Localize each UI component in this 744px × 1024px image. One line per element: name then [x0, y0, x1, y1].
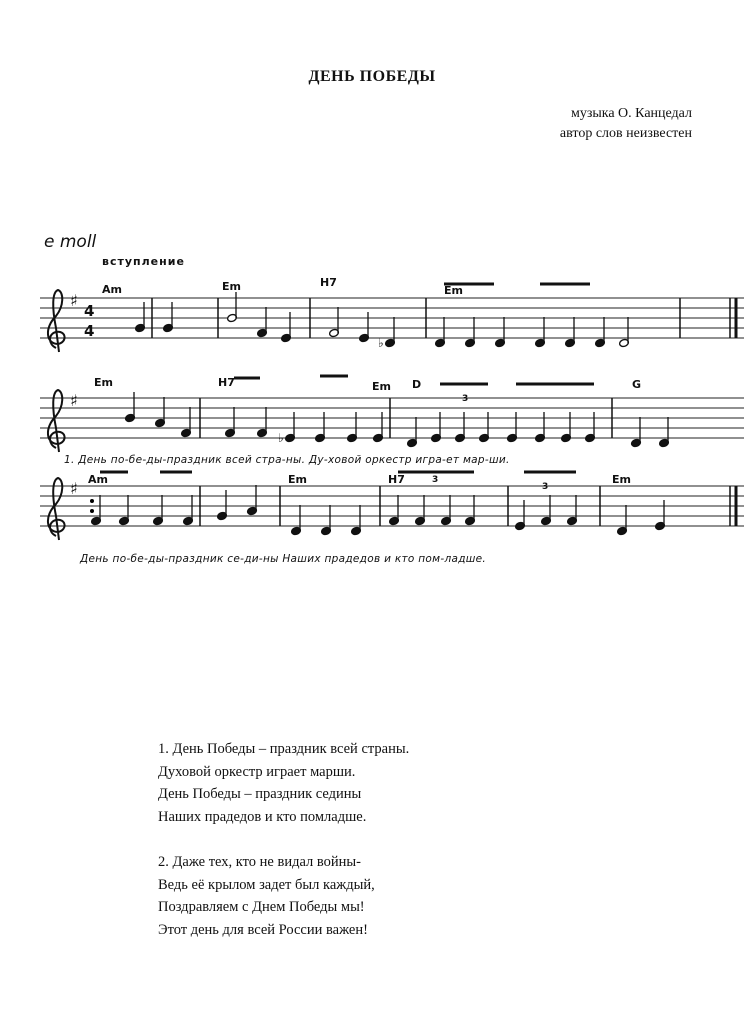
key-label: e moll: [44, 232, 97, 252]
staff-lyric: 1. День по-бе-ды-праздник всей стра-ны. Ду-ховой оркестр игра-ет мар-ши.: [64, 454, 510, 466]
lyricist-credit: автор слов неизвестен: [559, 126, 692, 141]
treble-clef: [48, 478, 65, 540]
treble-clef: [48, 290, 65, 352]
intro-label: вступление: [102, 255, 185, 268]
verse-line: Этот день для всей России важен!: [158, 921, 368, 938]
verse-line: Духовой оркестр играет марши.: [158, 763, 356, 780]
verse-line: 1. День Победы – праздник всей страны.: [158, 741, 410, 757]
chord-symbol: Am: [88, 473, 108, 486]
chord-symbol: G: [632, 378, 642, 391]
verse-line: Поздравляем с Днем Победы мы!: [158, 899, 365, 915]
chord-symbol: Em: [612, 473, 631, 486]
chord-symbol: H7: [218, 376, 235, 389]
composer-credit: музыка О. Канцедал: [570, 106, 692, 121]
key-sharp: ♯: [70, 291, 78, 310]
time-sig-top: 4: [84, 302, 95, 320]
chord-symbol: Am: [102, 283, 122, 296]
triplet-mark: 3: [462, 394, 469, 404]
repeat-dot: [90, 509, 94, 513]
repeat-dot: [90, 499, 94, 503]
flat-accidental: ♭: [278, 431, 284, 445]
key-sharp: ♯: [70, 391, 78, 410]
chord-symbol: H7: [320, 276, 337, 289]
verse-line: 2. Даже тех, кто не видал войны-: [158, 854, 361, 870]
staff-1: [40, 284, 744, 352]
chord-symbol: Em: [94, 376, 113, 389]
chord-symbol: Em: [222, 280, 241, 293]
chord-symbol: D: [412, 378, 422, 391]
verse-2: [158, 851, 375, 941]
chord-symbol: H7: [388, 473, 405, 486]
time-sig-bottom: 4: [84, 322, 95, 340]
key-sharp: ♯: [70, 479, 78, 498]
staff-lyric: День по-бе-ды-праздник се-ди-ны Наших прадедов и кто пом-ладше.: [80, 553, 487, 565]
chord-symbol: Em: [372, 380, 391, 393]
verse-line: Ведь её крылом задет был каждый,: [158, 876, 375, 893]
verse-1: [158, 738, 409, 828]
song-title: ДЕНЬ ПОБЕДЫ: [308, 68, 436, 85]
verse-line: Наших прадедов и кто помладше.: [158, 808, 367, 825]
flat-accidental: ♭: [378, 336, 384, 350]
chord-symbol: Em: [444, 284, 463, 297]
chord-symbol: Em: [288, 473, 307, 486]
treble-clef: [48, 390, 65, 452]
triplet-mark: 3: [432, 475, 439, 485]
triplet-mark: 3: [542, 482, 549, 492]
verse-line: День Победы – праздник седины: [158, 786, 362, 802]
